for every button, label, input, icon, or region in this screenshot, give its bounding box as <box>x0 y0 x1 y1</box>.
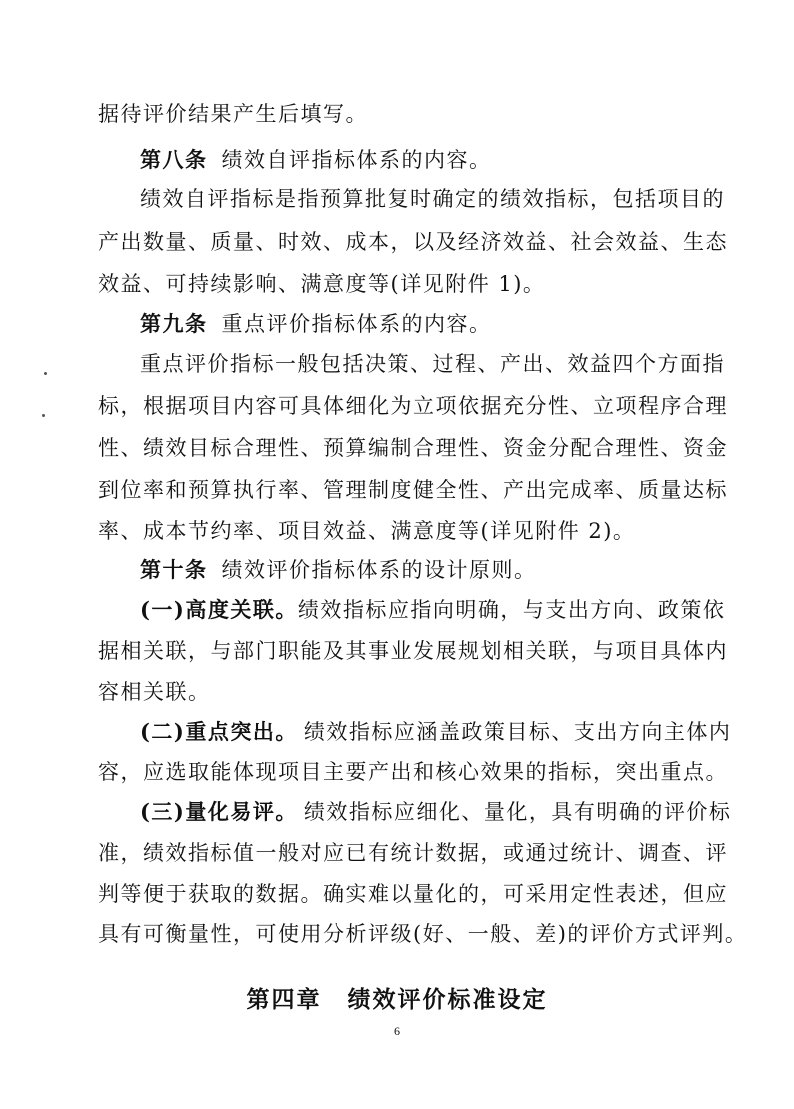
body-line: 据相关联，与部门职能及其事业发展规划相关联，与项目具体内 <box>98 639 728 663</box>
body-line: 产出数量、质量、时效、成本，以及经济效益、社会效益、生态 <box>98 230 728 254</box>
article-8 <box>0 146 794 174</box>
article-heading-text: 重点评价指标体系的内容。 <box>221 312 492 336</box>
principle-title: (一)高度关联。 <box>140 597 298 622</box>
body-line: 准，绩效指标值一般对应已有统计数据，或通过统计、调查、评 <box>98 841 728 865</box>
principle-2 <box>0 718 794 746</box>
body-line: 容相关联。 <box>98 680 211 704</box>
article-9 <box>0 310 794 338</box>
principle-3 <box>0 798 794 826</box>
body-line: 标，根据项目内容可具体细化为立项依据充分性、立项程序合理 <box>98 394 728 418</box>
body-line: 性、绩效目标合理性、预算编制合理性、资金分配合理性、资金 <box>98 436 728 460</box>
principle-title: (三)量化易评。 <box>140 799 298 824</box>
principle-title: (二)重点突出。 <box>140 719 298 744</box>
article-10 <box>0 556 794 584</box>
chapter-heading <box>0 985 794 1015</box>
article-title: 第十条 <box>140 557 208 582</box>
principle-text: 绩效指标应指向明确，与支出方向、政策依 <box>297 598 726 622</box>
article-heading-text: 绩效自评指标体系的内容。 <box>221 148 492 172</box>
principle-1 <box>0 596 794 624</box>
body-line: 容，应选取能体现项目主要产出和核心效果的指标，突出重点。 <box>98 760 728 784</box>
scan-speck <box>44 372 47 375</box>
page-number: 6 <box>394 1024 400 1038</box>
chapter-title: 绩效评价标准设定 <box>347 986 548 1013</box>
article-title: 第八条 <box>140 147 208 172</box>
body-line: 绩效自评指标是指预算批复时确定的绩效指标，包括项目的 <box>140 187 725 211</box>
body-line: 具有可衡量性，可使用分析评级(好、一般、差)的评价方式评判。 <box>98 922 748 946</box>
article-title: 第九条 <box>140 311 208 336</box>
body-line: 效益、可持续影响、满意度等(详见附件 1)。 <box>98 272 546 296</box>
principle-text: 绩效指标应涵盖政策目标、支出方向主体内 <box>303 720 732 744</box>
principle-text: 绩效指标应细化、量化，具有明确的评价标 <box>303 800 732 824</box>
scan-speck <box>42 414 45 417</box>
body-line: 到位率和预算执行率、管理制度健全性、产出完成率、质量达标 <box>98 478 728 502</box>
chapter-number: 第四章 <box>246 986 322 1013</box>
body-line: 判等便于获取的数据。确实难以量化的，可采用定性表述，但应 <box>98 882 728 906</box>
article-heading-text: 绩效评价指标体系的设计原则。 <box>221 558 537 582</box>
body-line: 率、成本节约率、项目效益、满意度等(详见附件 2)。 <box>98 519 636 543</box>
body-line: 据待评价结果产生后填写。 <box>98 102 368 126</box>
body-line: 重点评价指标一般包括决策、过程、产出、效益四个方面指 <box>140 352 725 376</box>
